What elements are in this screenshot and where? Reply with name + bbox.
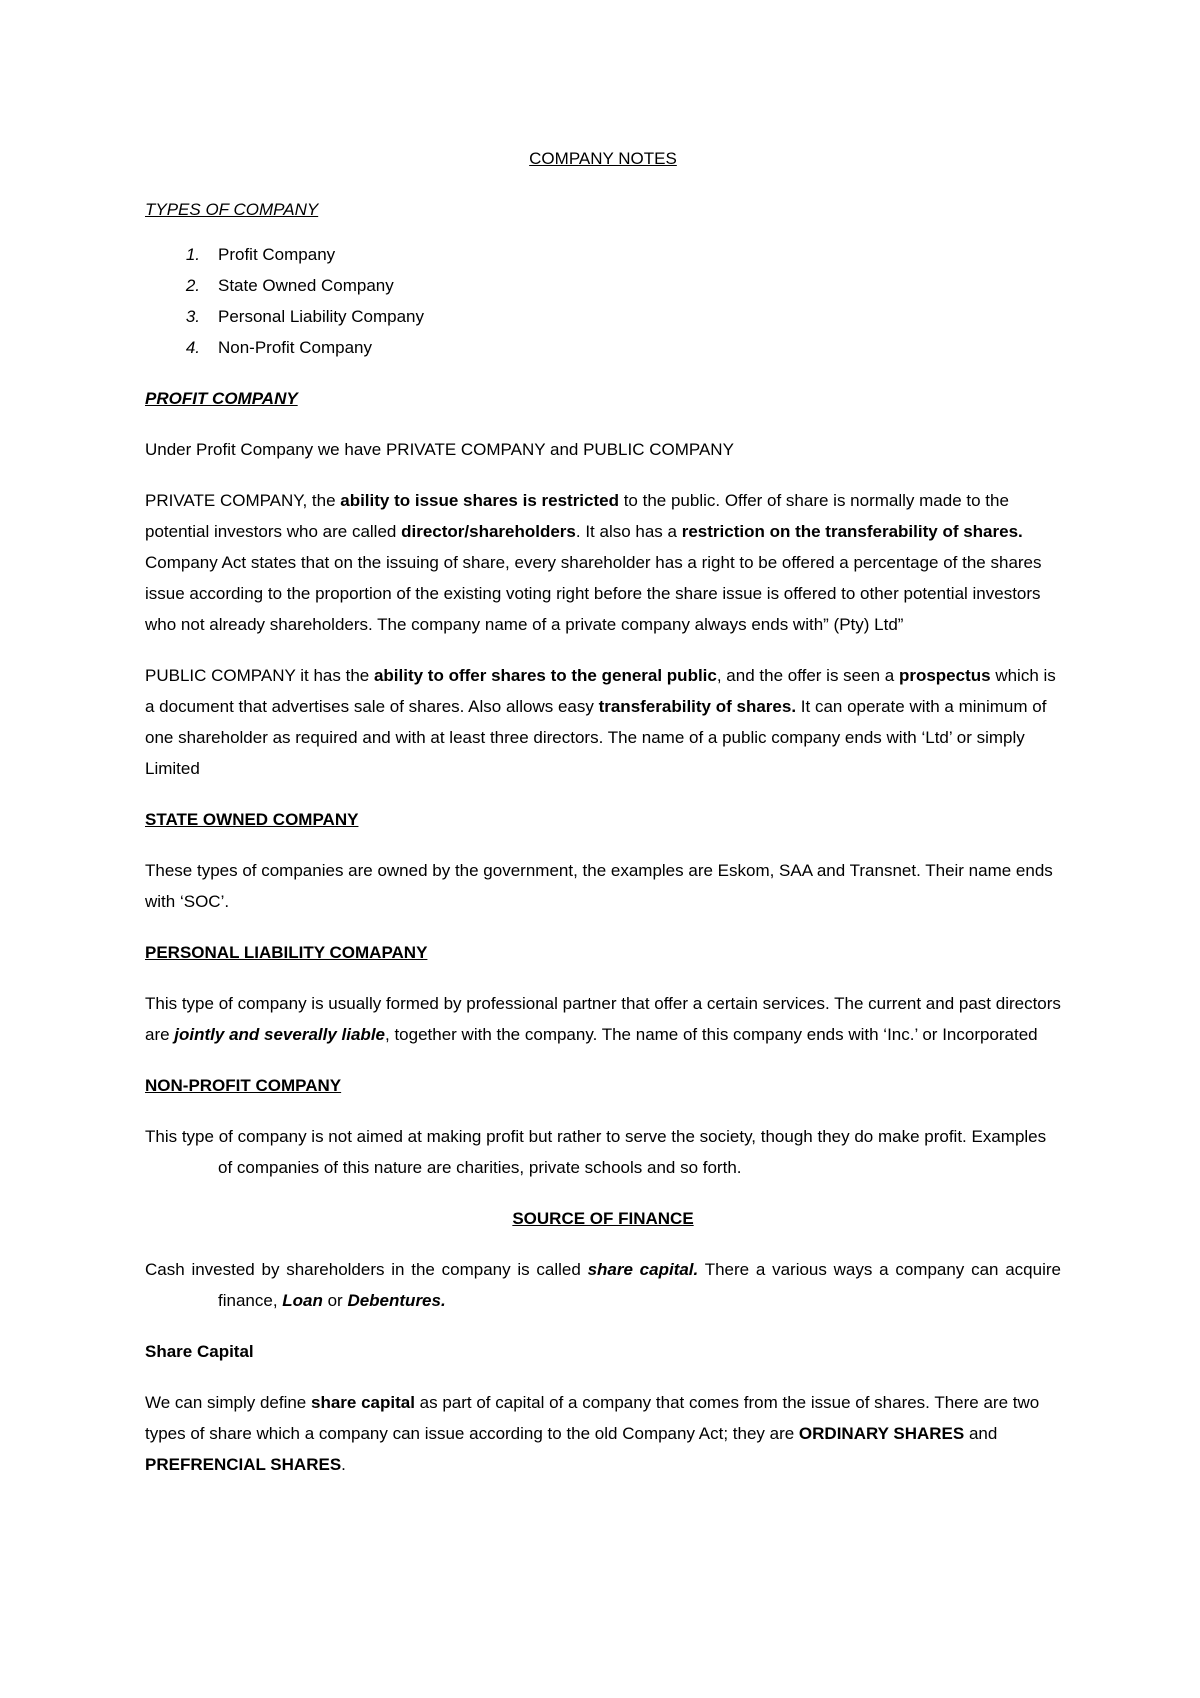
list-number: 2.: [185, 276, 200, 295]
personal-liability-heading: PERSONAL LIABILITY COMAPANY: [145, 943, 428, 962]
list-item: [145, 239, 1061, 270]
state-owned-paragraph: These types of companies are owned by the government, the examples are Eskom, SAA and Transnet. Their name ends with ‘SOC’.: [145, 861, 1053, 911]
bold-run: restriction on the transferability of shares.: [681, 522, 1023, 541]
bold-run: ability to offer shares to the general public: [373, 666, 717, 685]
text-run: .: [341, 1455, 346, 1474]
state-owned-heading: STATE OWNED COMPANY: [145, 810, 359, 829]
bold-run: ability to issue shares is restricted: [340, 491, 619, 510]
text-run: This type of company is usually formed by professional partner that offer a certain services. The current and past directors are: [145, 994, 1061, 1044]
text-run: , together with the company. The name of this company ends with ‘Inc.’ or Incorporated: [385, 1025, 1038, 1044]
text-run: as part of capital of a company that comes from the issue of shares. There are two types of share which a company can issue according to the old Company Act; they are: [145, 1393, 1040, 1443]
bold-italic-run: Loan: [282, 1291, 323, 1310]
list-label: Non-Profit Company: [218, 338, 373, 357]
text-run: PUBLIC COMPANY it has the: [145, 666, 374, 685]
bold-run: ORDINARY SHARES: [798, 1424, 965, 1443]
private-company-paragraph: [145, 485, 1061, 640]
text-run: It can operate with a minimum of one shareholder as required and with at least three directors. The name of a public company ends with ‘Ltd’ or simply Limited: [145, 697, 1047, 778]
text-run: PRIVATE COMPANY, the: [145, 491, 341, 510]
document-title: COMPANY NOTES: [529, 149, 677, 168]
profit-intro: Under Profit Company we have PRIVATE COMPANY and PUBLIC COMPANY: [145, 440, 734, 459]
non-profit-heading: NON-PROFIT COMPANY: [145, 1076, 342, 1095]
types-heading: TYPES OF COMPANY: [145, 200, 319, 219]
document-body: [145, 143, 1061, 1500]
list-number: 4.: [185, 338, 200, 357]
text-run: Company Act states that on the issuing of share, every shareholder has a right to be offered a percentage of the shares issue according to the proportion of the existing voting right before the share issue is offered to other potential investors who not already shareholders. The company name of a private company always ends with” (Pty) Ltd”: [145, 553, 1042, 634]
bold-run: share capital: [310, 1393, 415, 1412]
personal-liability-paragraph: [145, 988, 1061, 1050]
bold-italic-run: Debentures.: [347, 1291, 446, 1310]
public-company-paragraph: [145, 660, 1061, 784]
bold-run: director/shareholders: [401, 522, 576, 541]
non-profit-paragraph: This type of company is not aimed at making profit but rather to serve the society, though they do make profit. Examples of companies of this nature are charities, private schools and so forth.: [145, 1127, 1047, 1177]
text-run: and: [964, 1424, 998, 1443]
bold-italic-run: jointly and severally liable: [174, 1025, 385, 1044]
text-run: or: [322, 1291, 348, 1310]
list-label: Profit Company: [218, 245, 336, 264]
list-label: State Owned Company: [218, 276, 394, 295]
bold-run: PREFRENCIAL SHARES: [145, 1455, 342, 1474]
bold-italic-run: share capital.: [587, 1260, 699, 1279]
list-item: [145, 332, 1061, 363]
text-run: to the public. Offer of share is normally made to the potential investors who are called: [145, 491, 1009, 541]
text-run: . It also has a: [575, 522, 682, 541]
share-capital-heading: Share Capital: [145, 1342, 254, 1361]
text-run: Cash invested by shareholders in the company is called: [145, 1260, 588, 1279]
profit-heading: PROFIT COMPANY: [145, 389, 298, 408]
types-list: [145, 239, 1061, 363]
list-number: 1.: [185, 245, 200, 264]
list-label: Personal Liability Company: [218, 307, 424, 326]
share-capital-paragraph: [145, 1387, 1061, 1480]
text-run: We can simply define: [145, 1393, 311, 1412]
text-run: , and the offer is seen a: [716, 666, 899, 685]
text-run: which is a document that advertises sale of shares. Also allows easy: [145, 666, 1056, 716]
source-of-finance-heading: SOURCE OF FINANCE: [512, 1209, 694, 1228]
bold-run: transferability of shares.: [598, 697, 797, 716]
bold-run: prospectus: [898, 666, 991, 685]
list-item: [145, 270, 1061, 301]
source-of-finance-paragraph: [145, 1254, 1061, 1316]
text-run: There a various ways a company can acquire finance,: [218, 1260, 1061, 1310]
list-number: 3.: [185, 307, 200, 326]
list-item: [145, 301, 1061, 332]
